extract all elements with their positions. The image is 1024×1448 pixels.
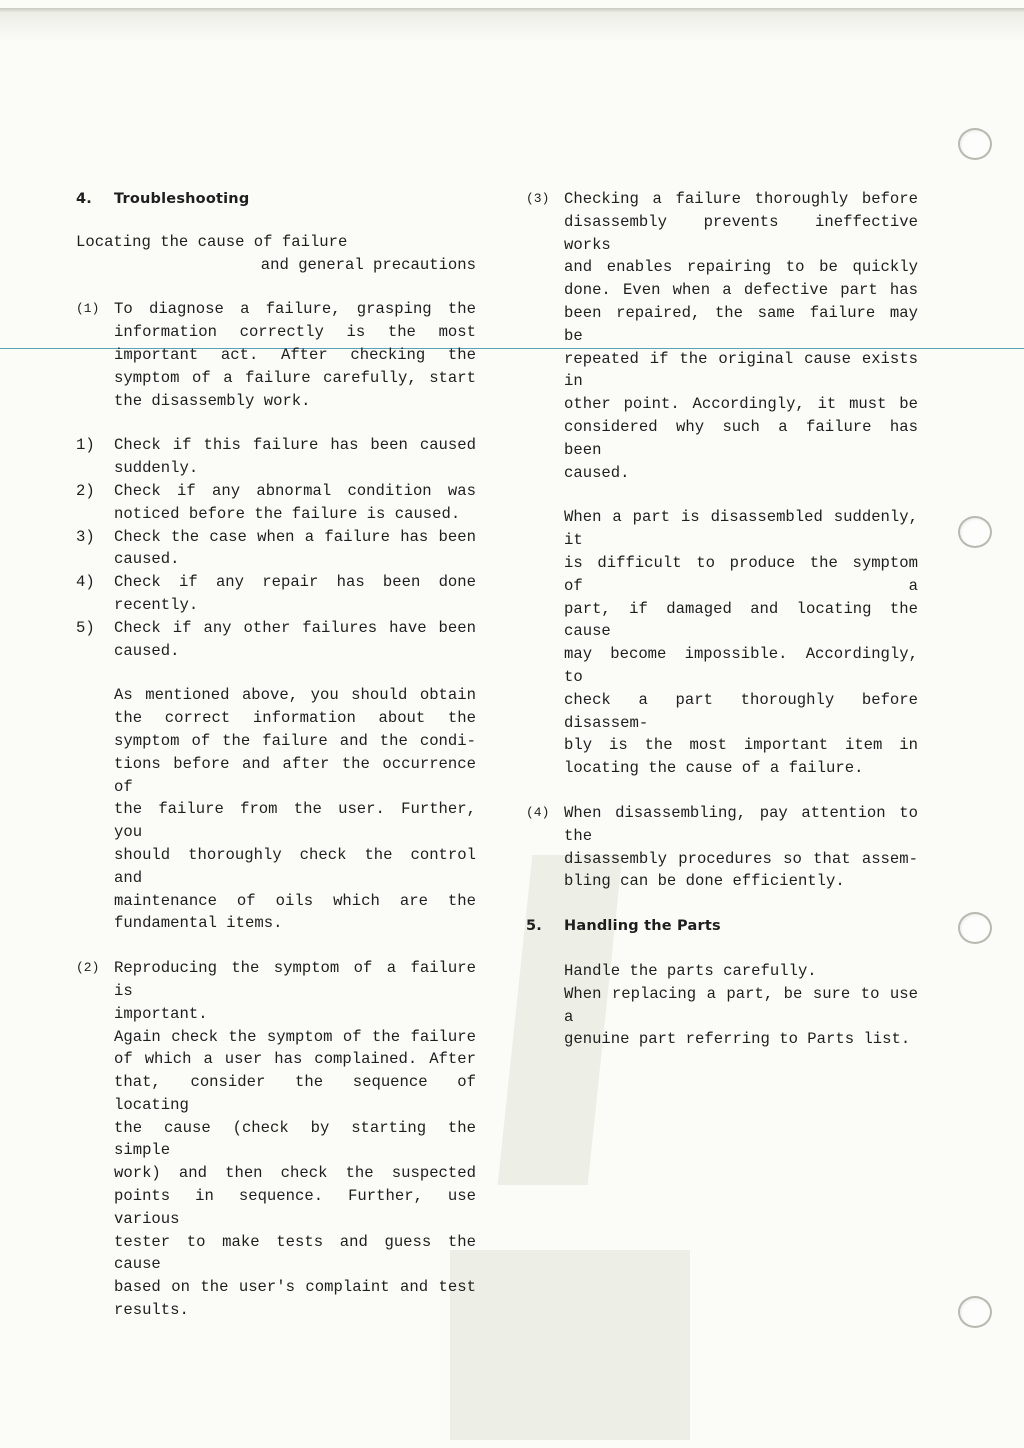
text-line: the correct information about the [114, 709, 476, 728]
item-1 [76, 298, 476, 412]
text-line: Reproducing the symptom of a failure is [114, 959, 476, 1000]
item-body [564, 802, 918, 893]
text-line: When disassembling, pay attention to the [564, 803, 918, 845]
text-line: may become impossible. Accordingly, to [564, 645, 918, 686]
text-line: symptom of the failure and the condi- [114, 731, 476, 750]
text-line: To diagnose a failure, grasping the [114, 300, 476, 319]
text-line: important. [114, 1004, 208, 1023]
section-number: 4. [76, 191, 92, 207]
text-line: repeated if the original cause exists in [564, 349, 918, 391]
item-body [564, 188, 918, 484]
text-line: caused. [114, 550, 180, 569]
right-column [526, 188, 918, 1051]
subtitle-line-1: Locating the cause of failure [76, 232, 348, 251]
text-line: recently. [114, 595, 199, 614]
subtitle-line-2: and general precautions [260, 255, 476, 274]
text-line: of which a user has complained. After [114, 1050, 476, 1069]
text-line: When replacing a part, be sure to use a [564, 984, 918, 1026]
tape-residue-2 [450, 1250, 690, 1440]
text-line: tions before and after the occurrence of [114, 754, 476, 796]
section-4-heading [76, 188, 476, 211]
text-line: Again check the symptom of the failure [114, 1027, 476, 1046]
text-line: Check the case when a failure has been [114, 527, 476, 546]
summary-paragraph [114, 684, 476, 935]
text-line: disassembly procedures so that assem- [564, 849, 918, 868]
text-line: symptom of a failure carefully, start [114, 368, 476, 387]
text-line: the disassembly work. [114, 391, 311, 410]
text-line: part, if damaged and locating the cause [564, 599, 918, 641]
text-line: bly is the most important item in [564, 736, 918, 755]
text-line: results. [114, 1301, 189, 1320]
punch-hole-2 [958, 516, 992, 548]
list-marker: 5) [76, 618, 95, 637]
item-4 [526, 802, 918, 893]
checklist-item [76, 480, 476, 526]
text-line: and enables repairing to be quickly [564, 258, 918, 277]
text-line: is difficult to produce the symptom of a [564, 553, 918, 595]
text-line: should thoroughly check the control and [114, 845, 476, 887]
text-line: bling can be done efficiently. [564, 872, 845, 891]
text-line: the failure from the user. Further, you [114, 800, 476, 842]
text-line: noticed before the failure is caused. [114, 504, 461, 523]
text-line: considered why such a failure has been [564, 417, 918, 459]
text-line: suddenly. [114, 459, 199, 478]
list-marker: 3) [76, 527, 95, 546]
section-5-body [564, 960, 918, 1051]
text-line: check a part thoroughly before disassem- [564, 690, 918, 732]
text-line: fundamental items. [114, 914, 283, 933]
text-line: caused. [564, 463, 630, 482]
section-number: 5. [526, 918, 542, 935]
text-line: Check if any other failures have been [114, 618, 476, 637]
text-line: caused. [114, 641, 180, 660]
list-body [114, 480, 476, 526]
text-line: Handle the parts carefully. [564, 961, 817, 980]
page-shadow [0, 12, 1024, 42]
list-body [114, 434, 476, 480]
text-line: based on the user's complaint and test [114, 1278, 476, 1297]
list-body [114, 571, 476, 617]
text-line: work) and then check the suspected [114, 1164, 476, 1183]
text-line: Check if any abnormal condition was [114, 481, 476, 500]
text-line: information correctly is the most [114, 323, 476, 342]
text-line: done. Even when a defective part has [564, 281, 918, 300]
section-title: Handling the Parts [564, 918, 721, 935]
text-line: Check if this failure has been caused [114, 436, 476, 455]
text-line: genuine part referring to Parts list. [564, 1030, 911, 1049]
punch-hole-1 [958, 128, 992, 160]
list-marker: 1) [76, 436, 95, 455]
text-line: been repaired, the same failure may be [564, 303, 918, 345]
text-line: Checking a failure thoroughly before [564, 190, 918, 208]
list-marker: 2) [76, 481, 95, 500]
item-marker: (4) [526, 804, 550, 820]
item-marker: (3) [526, 191, 550, 206]
text-line: tester to make tests and guess the cause [114, 1232, 476, 1274]
item-3 [526, 188, 918, 484]
text-line: the cause (check by starting the simple [114, 1118, 476, 1160]
text-line: important act. After checking the [114, 345, 476, 364]
text-line: maintenance of oils which are the [114, 891, 476, 910]
checklist-item [76, 434, 476, 480]
punch-hole-4 [958, 1296, 992, 1328]
text-line: locating the cause of a failure. [564, 759, 864, 778]
checklist-item [76, 526, 476, 572]
item-marker: (1) [76, 301, 100, 317]
item-marker: (2) [76, 960, 100, 976]
section-title: Troubleshooting [114, 191, 250, 207]
item-3-continuation [564, 506, 918, 780]
item-2 [76, 957, 476, 1322]
text-line: Check if any repair has been done [114, 573, 476, 592]
item-body [114, 957, 476, 1322]
checklist-item [76, 571, 476, 617]
section-5-heading [526, 915, 918, 938]
checklist-item [76, 617, 476, 663]
checklist [76, 434, 476, 662]
text-line: points in sequence. Further, use various [114, 1187, 476, 1228]
punch-hole-3 [958, 912, 992, 944]
text-line: that, consider the sequence of locating [114, 1073, 476, 1114]
text-line: disassembly prevents ineffective works [564, 212, 918, 254]
list-body [114, 526, 476, 572]
left-column [76, 188, 476, 1322]
item-body [114, 298, 476, 412]
text-line: other point. Accordingly, it must be [564, 395, 918, 414]
text-line: As mentioned above, you should obtain [114, 686, 476, 705]
text-line: When a part is disassembled suddenly, it [564, 508, 918, 550]
list-body [114, 617, 476, 663]
list-marker: 4) [76, 573, 95, 592]
